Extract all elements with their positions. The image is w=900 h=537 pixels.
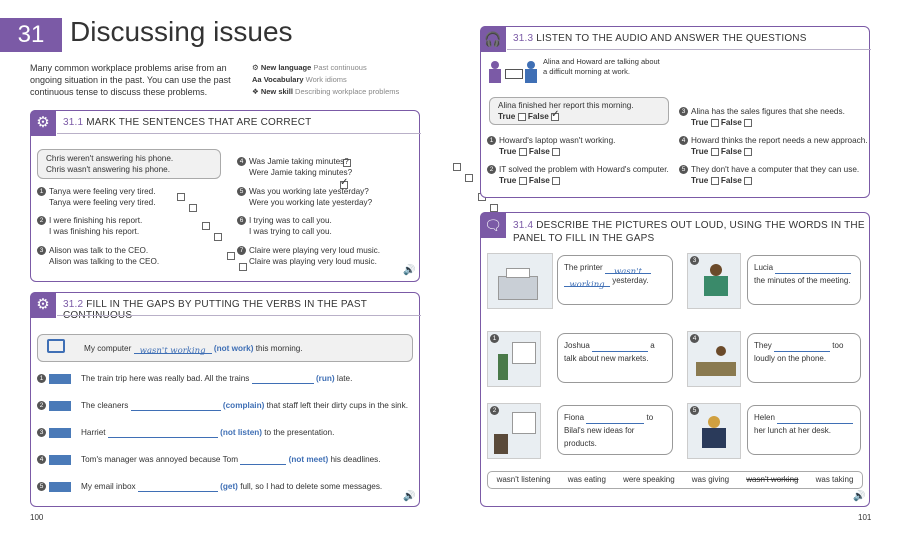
- item-4-bubble: They too loudly on the phone.: [747, 333, 861, 383]
- gear-icon: ⚙: [30, 110, 56, 136]
- audio-context: Alina and Howard are talking about a difficult morning at work.: [543, 57, 660, 76]
- presentation-icon: [49, 428, 71, 438]
- item-5-bubble: Helen her lunch at her desk.: [747, 405, 861, 455]
- email-icon: [49, 482, 71, 492]
- exercise-header: 31.4 DESCRIBE THE PICTURES OUT LOUD, USING THE WORDS IN THE PANEL TO FILL IN THE GAPS: [513, 220, 865, 244]
- exercise-header: 31.1 MARK THE SENTENCES THAT ARE CORRECT: [63, 117, 312, 128]
- checkbox[interactable]: [552, 177, 560, 185]
- exercise-31-1: ⚙ 31.1 MARK THE SENTENCES THAT ARE CORRECT Chris weren't answering his phone. Chris wasn't answering his phone.✓ 1 Tanya were feeling very tired. Tanya were feeling very tired. 2 I were finishing his report. I was finishing his report. 3 Alison was talk to the CEO. Alison was talking to the CEO. 4 Was Jamie taking minutes? Were Jamie taking minutes? 5 Was you working late yesterday? Were you working late yesterday? 6 I trying was to call you. I was trying to call you. 7 Claire were playing very loud music. Claire was playing very loud music. 🔊: [30, 110, 420, 282]
- checkbox[interactable]: [177, 193, 185, 201]
- example-box: My computer wasn't working (not work) this morning.: [37, 334, 413, 362]
- checkbox[interactable]: [465, 174, 473, 182]
- gap-input[interactable]: [774, 343, 830, 352]
- computer-icon: [47, 339, 65, 353]
- gap-input[interactable]: [252, 375, 314, 384]
- chapter-number: 31: [0, 18, 62, 52]
- word-option[interactable]: wasn't working: [746, 475, 799, 484]
- people-illustration: [489, 59, 537, 85]
- checkbox[interactable]: [227, 252, 235, 260]
- word-option[interactable]: were speaking: [623, 475, 675, 484]
- gap-input[interactable]: [592, 343, 648, 352]
- word-panel: [487, 471, 863, 489]
- item-3-bubble: Lucia the minutes of the meeting.: [747, 255, 861, 305]
- headphones-icon: 🎧: [480, 26, 506, 52]
- legend: ⚙ New language Past continuous Aa Vocabulary Work idioms ❖ New skill Describing workplace problems: [252, 63, 400, 96]
- gap-input[interactable]: [240, 456, 286, 465]
- checkbox[interactable]: [711, 177, 719, 185]
- gear-icon: ⚙: [30, 292, 56, 318]
- example-box: Alina finished her report this morning. True False ✓: [489, 97, 669, 125]
- checkbox[interactable]: [711, 148, 719, 156]
- page-number-left: 100: [30, 513, 44, 522]
- item-2-bubble: Fiona to Bilal's new ideas for products.: [557, 405, 673, 455]
- gap-input[interactable]: [131, 402, 221, 411]
- printer-picture: [487, 253, 553, 309]
- people-phone-picture: 4: [687, 331, 741, 387]
- woman-eating-picture: 5: [687, 403, 741, 459]
- cleaners-icon: [49, 401, 71, 411]
- checkbox[interactable]: [744, 148, 752, 156]
- gap-input[interactable]: [775, 265, 851, 274]
- exercise-header: 31.2 FILL IN THE GAPS BY PUTTING THE VERBS IN THE PAST CONTINUOUS: [63, 299, 367, 321]
- audio-icon[interactable]: 🔊: [403, 265, 416, 276]
- checkbox[interactable]: [189, 204, 197, 212]
- checkbox[interactable]: [552, 148, 560, 156]
- checkbox[interactable]: [214, 233, 222, 241]
- checkbox[interactable]: [711, 119, 719, 127]
- page-number-right: 101: [858, 513, 872, 522]
- checkbox[interactable]: [744, 119, 752, 127]
- gap-input[interactable]: [138, 483, 218, 492]
- example-box: Chris weren't answering his phone. Chris wasn't answering his phone.✓: [37, 149, 221, 179]
- woman-writing-picture: 3: [687, 253, 741, 309]
- intro-text: Many common workplace problems arise from an ongoing situation in the past. You can use the past continuous tense to discuss these problems.: [30, 63, 231, 97]
- speech-bubble-icon: 🗨: [480, 212, 506, 238]
- manager-icon: [49, 455, 71, 465]
- meeting-picture: 2: [487, 403, 541, 459]
- exercise-31-4: [480, 212, 870, 507]
- word-option[interactable]: was giving: [691, 475, 730, 484]
- audio-icon[interactable]: 🔊: [403, 491, 416, 502]
- gear-icon: ⚙: [252, 63, 259, 72]
- gap-input[interactable]: [108, 429, 218, 438]
- chapter-title: Discussing issues: [70, 16, 293, 47]
- gap-input[interactable]: [777, 415, 853, 424]
- word-option[interactable]: was taking: [815, 475, 854, 484]
- example-bubble: The printer wasn't working yesterday.: [557, 255, 673, 305]
- train-icon: [49, 374, 71, 384]
- checkbox[interactable]: [202, 222, 210, 230]
- checkbox[interactable]: [519, 148, 527, 156]
- exercise-31-2: ⚙ 31.2 FILL IN THE GAPS BY PUTTING THE VERBS IN THE PAST CONTINUOUS My computer wasn't working (not work) this morning. 1 The train trip here was really bad. All the trains (run) late. 2 The cleaners (complain) that staff left their dirty cups in the sink. 3 Harriet (not listen) to the presentation. 4 Tom's manager was annoyed because Tom (not meet) his deadlines. 5 My email inbox (get) full, so I had to delete some messages. 🔊: [30, 292, 420, 507]
- man-presenting-picture: 1: [487, 331, 541, 387]
- word-option[interactable]: wasn't listening: [496, 475, 551, 484]
- checkbox[interactable]: [453, 163, 461, 171]
- checkbox[interactable]: [490, 204, 498, 212]
- vocab-icon: Aa: [252, 75, 262, 84]
- exercise-31-3: 🎧 31.3 LISTEN TO THE AUDIO AND ANSWER THE QUESTIONS Alina and Howard are talking about a difficult morning at work. Alina finished her report this morning. True False ✓ 1 Howard's laptop wasn't working. True False 2 IT solved the problem with Howard's computer. True False 3 Alina has the sales figures that she needs. True False 4 Howard thinks the report needs a new approach. True False 5 They don't have a computer that they can use. True False: [480, 26, 870, 198]
- gap-input[interactable]: [586, 415, 644, 424]
- exercise-header: 31.3 LISTEN TO THE AUDIO AND ANSWER THE QUESTIONS: [513, 33, 807, 44]
- checkbox[interactable]: [519, 177, 527, 185]
- word-option[interactable]: was eating: [567, 475, 606, 484]
- puzzle-icon: ❖: [252, 87, 259, 96]
- audio-icon[interactable]: 🔊: [853, 491, 866, 502]
- item-1-bubble: Joshua a talk about new markets.: [557, 333, 673, 383]
- checkbox[interactable]: [744, 177, 752, 185]
